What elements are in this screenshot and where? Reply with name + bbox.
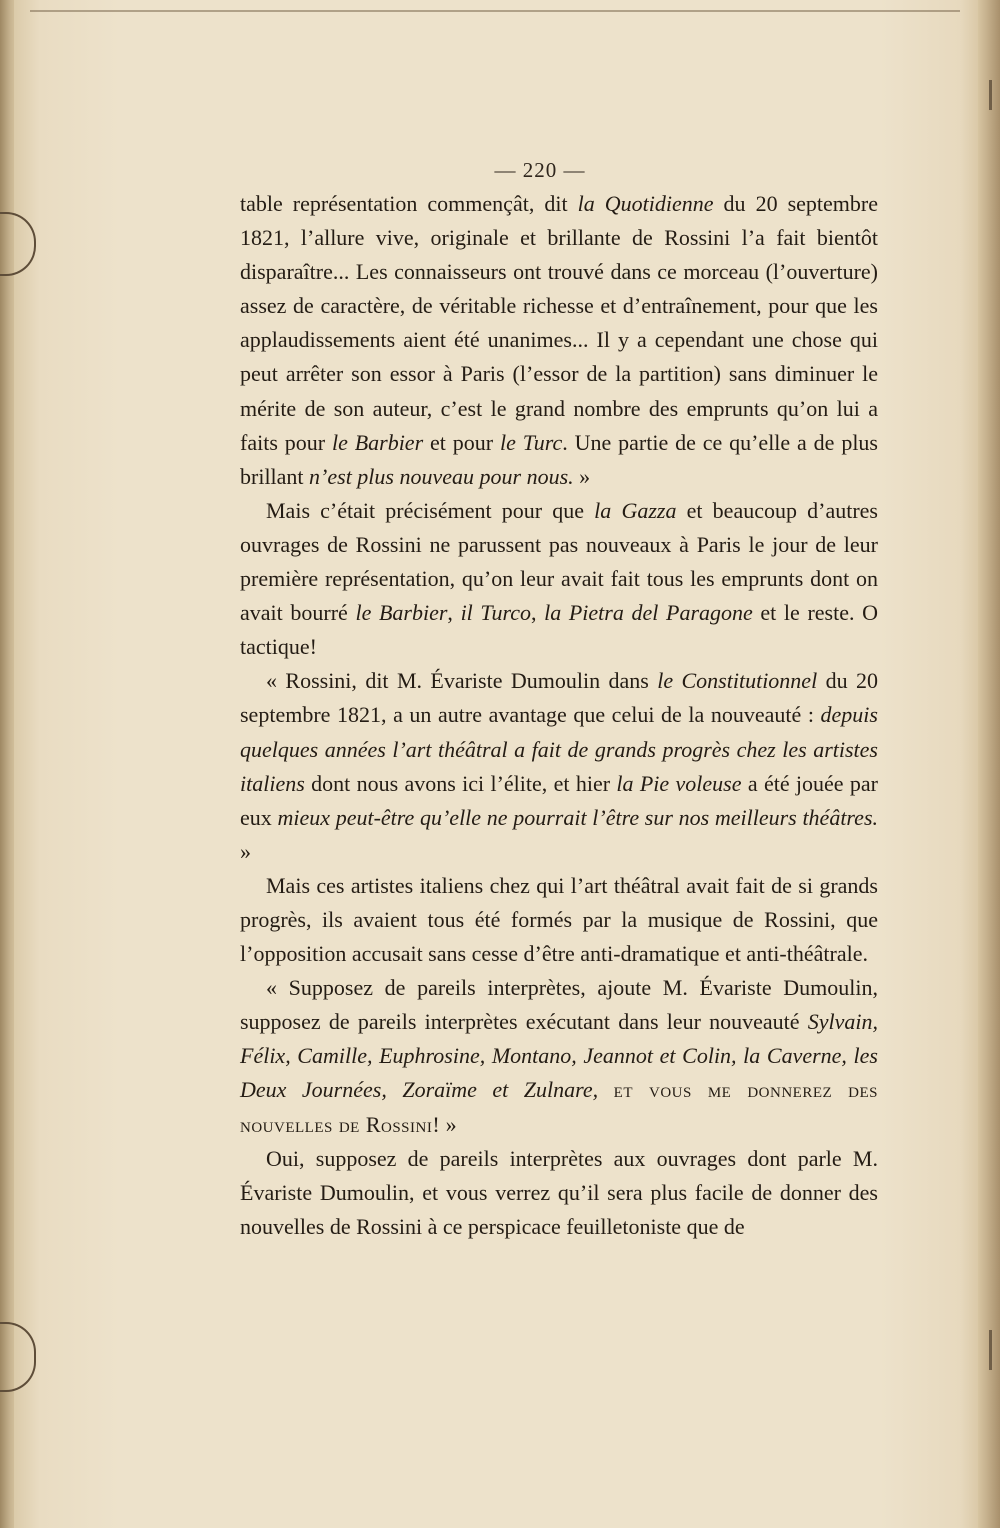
italic-run: le Constitutionnel bbox=[657, 668, 818, 694]
text-run: , bbox=[530, 600, 545, 626]
paragraph bbox=[240, 187, 878, 494]
italic-run: la Gazza bbox=[594, 497, 677, 523]
text-run: » bbox=[573, 463, 591, 489]
text-run: . Une partie de ce qu’elle a de plus brillant bbox=[240, 429, 878, 489]
italic-run: il Turco bbox=[460, 600, 531, 626]
text-run: Oui, supposez de pareils interprètes aux ouvrages dont parle M. Évariste Dumoulin, et vous verrez qu’il sera plus facile de donner des nouvelles de Rossini à ce perspicace feuilletoniste que de bbox=[240, 1145, 878, 1239]
italic-run: la Pietra del Paragone bbox=[544, 600, 753, 626]
page-edge bbox=[978, 0, 1000, 1528]
text-run: « Supposez de pareils interprètes, ajoute M. Évariste Dumoulin, supposez de pareils interprètes exécutant dans leur nouveauté bbox=[240, 975, 878, 1035]
binding-tab-mark bbox=[0, 1322, 36, 1392]
text-run: , bbox=[447, 600, 461, 626]
text-run: Mais ces artistes italiens chez qui l’art théâtral avait fait de si grands progrès, ils avaient tous été formés par la musique de Rossini, que l’opposition accusait sans cesse d’être anti-dramatique et anti-théâtrale. bbox=[240, 872, 878, 967]
italic-run: mieux peut-être qu’elle ne pourrait l’être sur nos meilleurs théâtres. bbox=[277, 804, 878, 830]
italic-run: Sylvain, Félix, Camille, Euphrosine, Montano, Jeannot et Colin, la Caverne, les Deux Journées, Zoraïme et Zulnare, bbox=[240, 1009, 878, 1103]
text-run: Mais c’était précisément pour que bbox=[266, 497, 595, 523]
text-run: du 20 septembre 1821, a un autre avantage que celui de la nouveauté : bbox=[240, 668, 878, 728]
paragraph bbox=[240, 494, 878, 664]
italic-run: la Pie voleuse bbox=[616, 770, 742, 796]
text-run: et le reste. O tactique! bbox=[240, 600, 879, 660]
italic-run: n’est plus nouveau pour nous. bbox=[309, 463, 574, 489]
body-text bbox=[240, 187, 878, 1244]
italic-run: depuis quelques années l’art théâtral a fait de grands progrès chez les artistes italiens bbox=[240, 702, 878, 796]
page-number: — 220 — bbox=[494, 158, 586, 182]
edge-mark bbox=[989, 1330, 992, 1370]
binding-tab-mark bbox=[0, 212, 36, 276]
text-run: dont nous avons ici l’élite, et hier bbox=[304, 770, 617, 796]
small-caps-run: et vous me donnerez des nouvelles de Rossini! bbox=[240, 1077, 879, 1137]
italic-run: la Quotidienne bbox=[577, 191, 714, 216]
text-run: » bbox=[440, 1111, 457, 1137]
text-run: table représentation commençât, dit bbox=[240, 191, 578, 216]
text-run: » bbox=[240, 838, 251, 864]
paragraph bbox=[240, 971, 878, 1141]
text-run: et beaucoup d’autres ouvrages de Rossini ne parussent pas nouveaux à Paris le jour de leur première représentation, qu’on leur avait fait tous les emprunts dont on avait bourré bbox=[240, 497, 878, 626]
italic-run: le Turc bbox=[499, 429, 563, 455]
text-run: et pour bbox=[423, 429, 500, 455]
text-run: a été jouée par eux bbox=[240, 770, 879, 830]
text-run: « Rossini, dit M. Évariste Dumoulin dans bbox=[266, 668, 658, 694]
italic-run: le Barbier bbox=[331, 429, 424, 455]
paragraph bbox=[240, 869, 878, 971]
paragraph bbox=[240, 1142, 878, 1244]
italic-run: le Barbier bbox=[355, 600, 448, 626]
edge-mark bbox=[989, 80, 992, 110]
top-rule bbox=[30, 10, 960, 12]
text-run: du 20 septembre 1821, l’allure vive, originale et brillante de Rossini l’a fait bientôt disparaître... Les connaisseurs ont trouvé dans ce morceau (l’ouverture) assez de caractère, de véritable richesse et d’entraînement, pour que les applaudissements aient été unanimes... Il y a cependant une chose qui peut arrêter son essor à Paris (l’essor de la partition) sans diminuer le mérite de son auteur, c’est le grand nombre des emprunts qu’on lui a faits pour bbox=[240, 191, 879, 455]
text-run bbox=[598, 1077, 614, 1102]
paragraph bbox=[240, 664, 878, 869]
